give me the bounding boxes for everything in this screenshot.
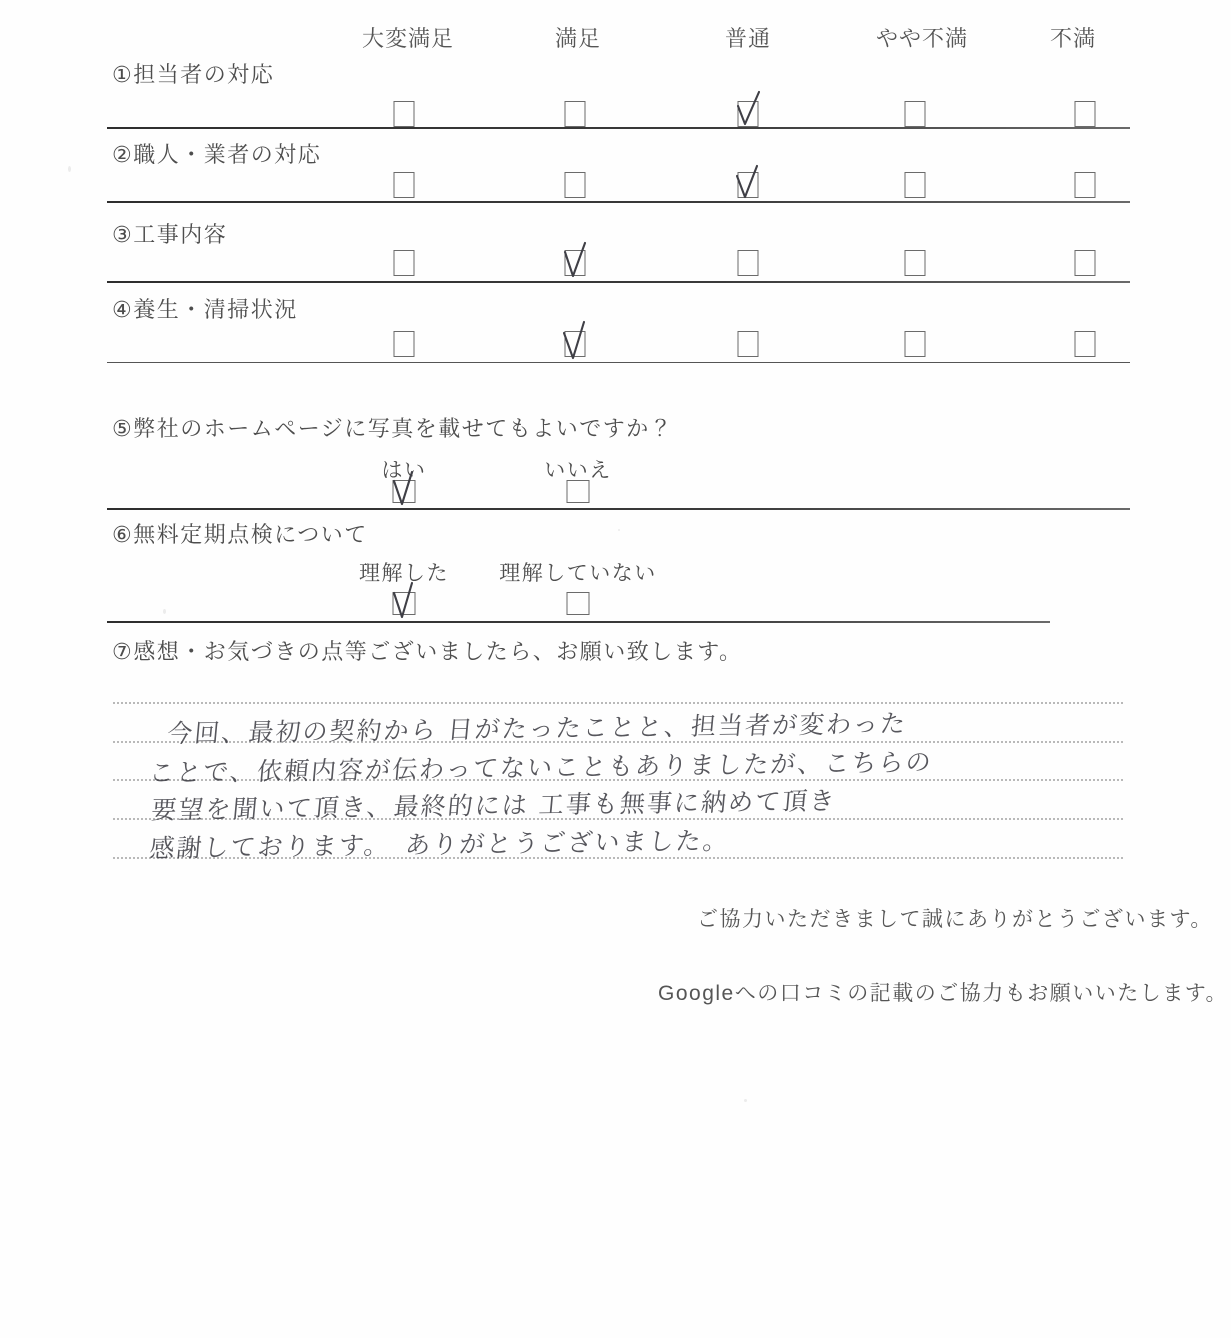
q5-option-yes-label: はい bbox=[381, 459, 427, 482]
comment-rule-1 bbox=[113, 702, 1123, 704]
q6-option-not-understood-checkbox[interactable] bbox=[567, 592, 590, 615]
divider-after-q5 bbox=[107, 508, 1130, 510]
q2-option-1-checkbox[interactable] bbox=[394, 172, 415, 198]
q6-option-understood-label: 理解した bbox=[359, 562, 449, 585]
footer-thanks-text: ご協力いただきまして誠にありがとうございます。 bbox=[697, 908, 1213, 931]
handwritten-comment-line-4: 感謝しております。 ありがとうございました。 bbox=[148, 825, 732, 864]
scan-speck bbox=[744, 1099, 747, 1102]
question-2-label: ②職人・業者の対応 bbox=[112, 142, 322, 167]
handwritten-comment-line-2: ことで、依頼内容が伝わってないこともありましたが、こちらの bbox=[148, 747, 934, 788]
q4-option-2-checkbox[interactable] bbox=[565, 331, 586, 357]
q4-option-1-checkbox[interactable] bbox=[394, 331, 415, 357]
q3-option-1-checkbox[interactable] bbox=[394, 250, 415, 276]
question-4-label: ④養生・清掃状況 bbox=[112, 297, 298, 322]
handwritten-comment-line-1: 今回、最初の契約から 日がたったことと、担当者が変わった bbox=[166, 708, 909, 749]
q4-option-5-checkbox[interactable] bbox=[1075, 331, 1096, 357]
q4-option-3-checkbox[interactable] bbox=[738, 331, 759, 357]
q5-option-no-label: いいえ bbox=[544, 459, 612, 482]
q4-option-4-checkbox[interactable] bbox=[905, 331, 926, 357]
divider-after-q2 bbox=[107, 201, 1130, 203]
q2-option-3-checkbox[interactable] bbox=[738, 172, 759, 198]
q3-option-5-checkbox[interactable] bbox=[1075, 250, 1096, 276]
q2-option-5-checkbox[interactable] bbox=[1075, 172, 1096, 198]
q5-option-yes-checkbox[interactable] bbox=[393, 480, 416, 503]
q3-option-4-checkbox[interactable] bbox=[905, 250, 926, 276]
q1-option-2-checkbox[interactable] bbox=[565, 101, 586, 127]
footer-google-review-text: Googleへの口コミの記載のご協力もお願いいたします。 bbox=[658, 982, 1229, 1005]
scale-header-neutral: 普通 bbox=[724, 26, 772, 51]
question-3-label: ③工事内容 bbox=[112, 222, 228, 247]
q6-option-not-understood-label: 理解していない bbox=[499, 562, 657, 585]
scan-speck bbox=[163, 609, 166, 614]
scale-header-dissatisfied: 不満 bbox=[1049, 26, 1097, 51]
scan-speck bbox=[68, 166, 71, 172]
q2-option-2-checkbox[interactable] bbox=[565, 172, 586, 198]
handwritten-comment-line-3: 要望を聞いて頂き、最終的には 工事も無事に納めて頂き bbox=[150, 786, 838, 825]
divider-after-q1 bbox=[107, 127, 1130, 129]
q2-option-4-checkbox[interactable] bbox=[905, 172, 926, 198]
divider-after-q6 bbox=[107, 621, 1050, 623]
scale-header-very-satisfied: 大変満足 bbox=[361, 26, 455, 51]
q6-option-understood-checkbox[interactable] bbox=[393, 592, 416, 615]
question-6-label: ⑥無料定期点検について bbox=[112, 522, 368, 547]
question-1-label: ①担当者の対応 bbox=[112, 62, 275, 87]
q1-option-3-checkbox[interactable] bbox=[738, 101, 759, 127]
divider-after-q4 bbox=[107, 362, 1130, 363]
divider-after-q3 bbox=[107, 281, 1130, 283]
q1-option-1-checkbox[interactable] bbox=[394, 101, 415, 127]
scan-speck bbox=[618, 529, 620, 531]
scale-header-somewhat-dissatisfied: やや不満 bbox=[875, 26, 969, 51]
q3-option-3-checkbox[interactable] bbox=[738, 250, 759, 276]
scale-header-satisfied: 満足 bbox=[554, 26, 602, 51]
question-5-label: ⑤弊社のホームページに写真を載せてもよいですか？ bbox=[112, 416, 674, 441]
question-7-label: ⑦感想・お気づきの点等ございましたら、お願い致します。 bbox=[112, 639, 743, 664]
q1-option-4-checkbox[interactable] bbox=[905, 101, 926, 127]
q3-option-2-checkbox[interactable] bbox=[565, 250, 586, 276]
q1-option-5-checkbox[interactable] bbox=[1075, 101, 1096, 127]
q5-option-no-checkbox[interactable] bbox=[567, 480, 590, 503]
